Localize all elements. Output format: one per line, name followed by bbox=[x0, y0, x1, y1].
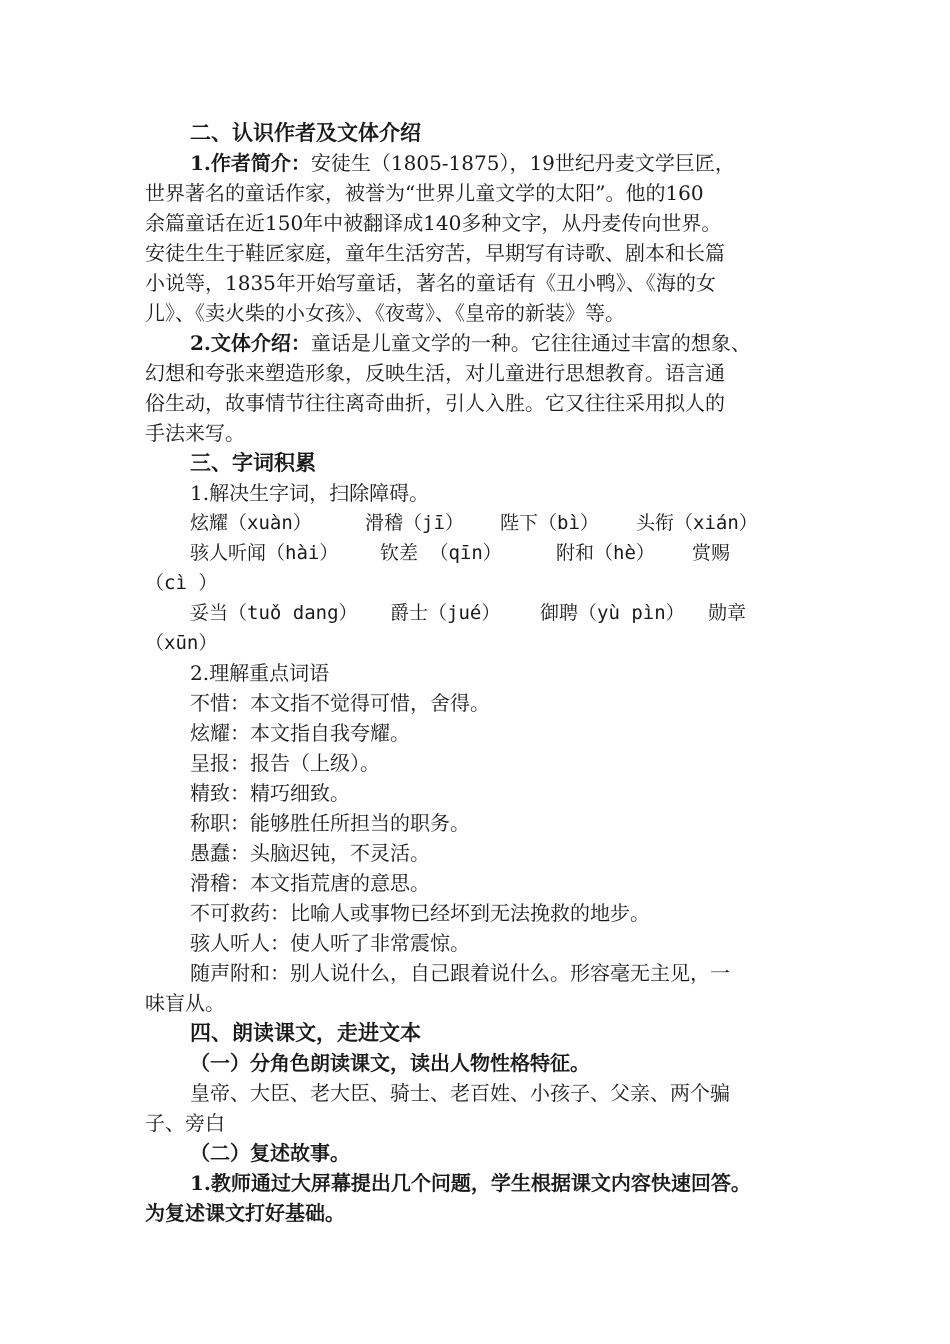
definition-item: 滑稽：本文指荒唐的意思。 bbox=[190, 871, 430, 895]
author-intro-first-line bbox=[190, 148, 735, 178]
author-intro-line: 小说等，1835年开始写童话，著名的童话有《丑小鸭》、《海的女 bbox=[145, 271, 716, 295]
vocab-item: 附和（hè） bbox=[556, 542, 655, 564]
definition-item: 骇人听人：使人听了非常震惊。 bbox=[190, 931, 470, 955]
genre-intro-label: 2.文体介绍： bbox=[190, 331, 311, 355]
genre-intro-text: 童话是儿童文学的一种。它往往通过丰富的想象、 bbox=[310, 331, 751, 355]
definition-item: 随声附和：别人说什么，自己跟着说什么。形容毫无主见，一 bbox=[190, 961, 730, 985]
definition-item: 愚蠢：头脑迟钝，不灵活。 bbox=[190, 841, 430, 865]
roles-list-line: 皇帝、大臣、老大臣、骑士、老百姓、小孩子、父亲、两个骗 bbox=[190, 1081, 730, 1105]
author-intro-text: 安徒生（1805-1875），19世纪丹麦文学巨匠， bbox=[310, 151, 735, 175]
definition-item: 精致：精巧细致。 bbox=[190, 781, 350, 805]
genre-intro-line: 手法来写。 bbox=[145, 421, 245, 445]
vocab-item: 爵士（jué） bbox=[390, 602, 501, 624]
section-heading-reading: 四、朗读课文，走进文本 bbox=[190, 1020, 421, 1045]
author-intro-line: 儿》、《卖火柴的小女孩》、《夜莺》、《皇帝的新装》等。 bbox=[145, 301, 625, 325]
reading-part-retell: （二）复述故事。 bbox=[190, 1141, 350, 1165]
section-heading-author-genre: 二、认识作者及文体介绍 bbox=[190, 120, 421, 145]
vocab-item: 骇人听闻（hài） bbox=[190, 542, 339, 564]
author-intro-line: 余篇童话在近150年中被翻译成140多种文字，从丹麦传向世界。 bbox=[145, 211, 722, 235]
vocab-item: 妥当（tuǒ dang） bbox=[190, 602, 358, 624]
vocab-item: 赏赐 bbox=[692, 542, 731, 564]
vocab-item: 陛下（bì） bbox=[500, 512, 599, 534]
genre-intro-first-line bbox=[190, 328, 751, 358]
definition-item-wrap: 味盲从。 bbox=[145, 991, 225, 1015]
vocab-subheading-new-words: 1.解决生字词，扫除障碍。 bbox=[190, 481, 430, 505]
vocab-item-wrap: （xūn） bbox=[145, 632, 218, 654]
definition-item: 炫耀：本文指自我夸耀。 bbox=[190, 721, 410, 745]
author-intro-line: 世界著名的童话作家，被誉为“世界儿童文学的太阳”。他的160 bbox=[145, 181, 704, 205]
vocab-item: 滑稽（jī） bbox=[365, 512, 464, 534]
vocab-item: 御聘（yù pìn） bbox=[540, 602, 685, 624]
definition-item: 称职：能够胜任所担当的职务。 bbox=[190, 811, 470, 835]
section-heading-vocabulary: 三、字词积累 bbox=[190, 450, 316, 475]
genre-intro-line: 俗生动，故事情节往往离奇曲折，引人入胜。它又往往采用拟人的 bbox=[145, 391, 725, 415]
reading-part-roles: （一）分角色朗读课文，读出人物性格特征。 bbox=[190, 1051, 590, 1075]
author-intro-line: 安徒生生于鞋匠家庭，童年生活穷苦，早期写有诗歌、剧本和长篇 bbox=[145, 241, 725, 265]
genre-intro-line: 幻想和夸张来塑造形象，反映生活，对儿童进行思想教育。语言通 bbox=[145, 361, 725, 385]
vocab-item: 头衔（xián） bbox=[636, 512, 758, 534]
retell-task-line: 1.教师通过大屏幕提出几个问题，学生根据课文内容快速回答。 bbox=[190, 1171, 751, 1195]
definition-item: 呈报：报告（上级）。 bbox=[190, 751, 380, 775]
vocab-item: 勋章 bbox=[708, 602, 747, 624]
vocab-item: 钦差 （qīn） bbox=[380, 542, 502, 564]
retell-task-line: 为复述课文打好基础。 bbox=[145, 1201, 345, 1225]
definition-item: 不惜：本文指不觉得可惜，舍得。 bbox=[190, 691, 490, 715]
author-intro-label: 1.作者简介： bbox=[190, 151, 311, 175]
roles-list-line: 子、旁白 bbox=[145, 1111, 225, 1135]
definition-item: 不可救药：比喻人或事物已经坏到无法挽救的地步。 bbox=[190, 901, 650, 925]
vocab-item: 炫耀（xuàn） bbox=[190, 512, 312, 534]
vocab-subheading-key-words: 2.理解重点词语 bbox=[190, 661, 330, 685]
vocab-item-wrap: （cì ） bbox=[145, 572, 218, 594]
